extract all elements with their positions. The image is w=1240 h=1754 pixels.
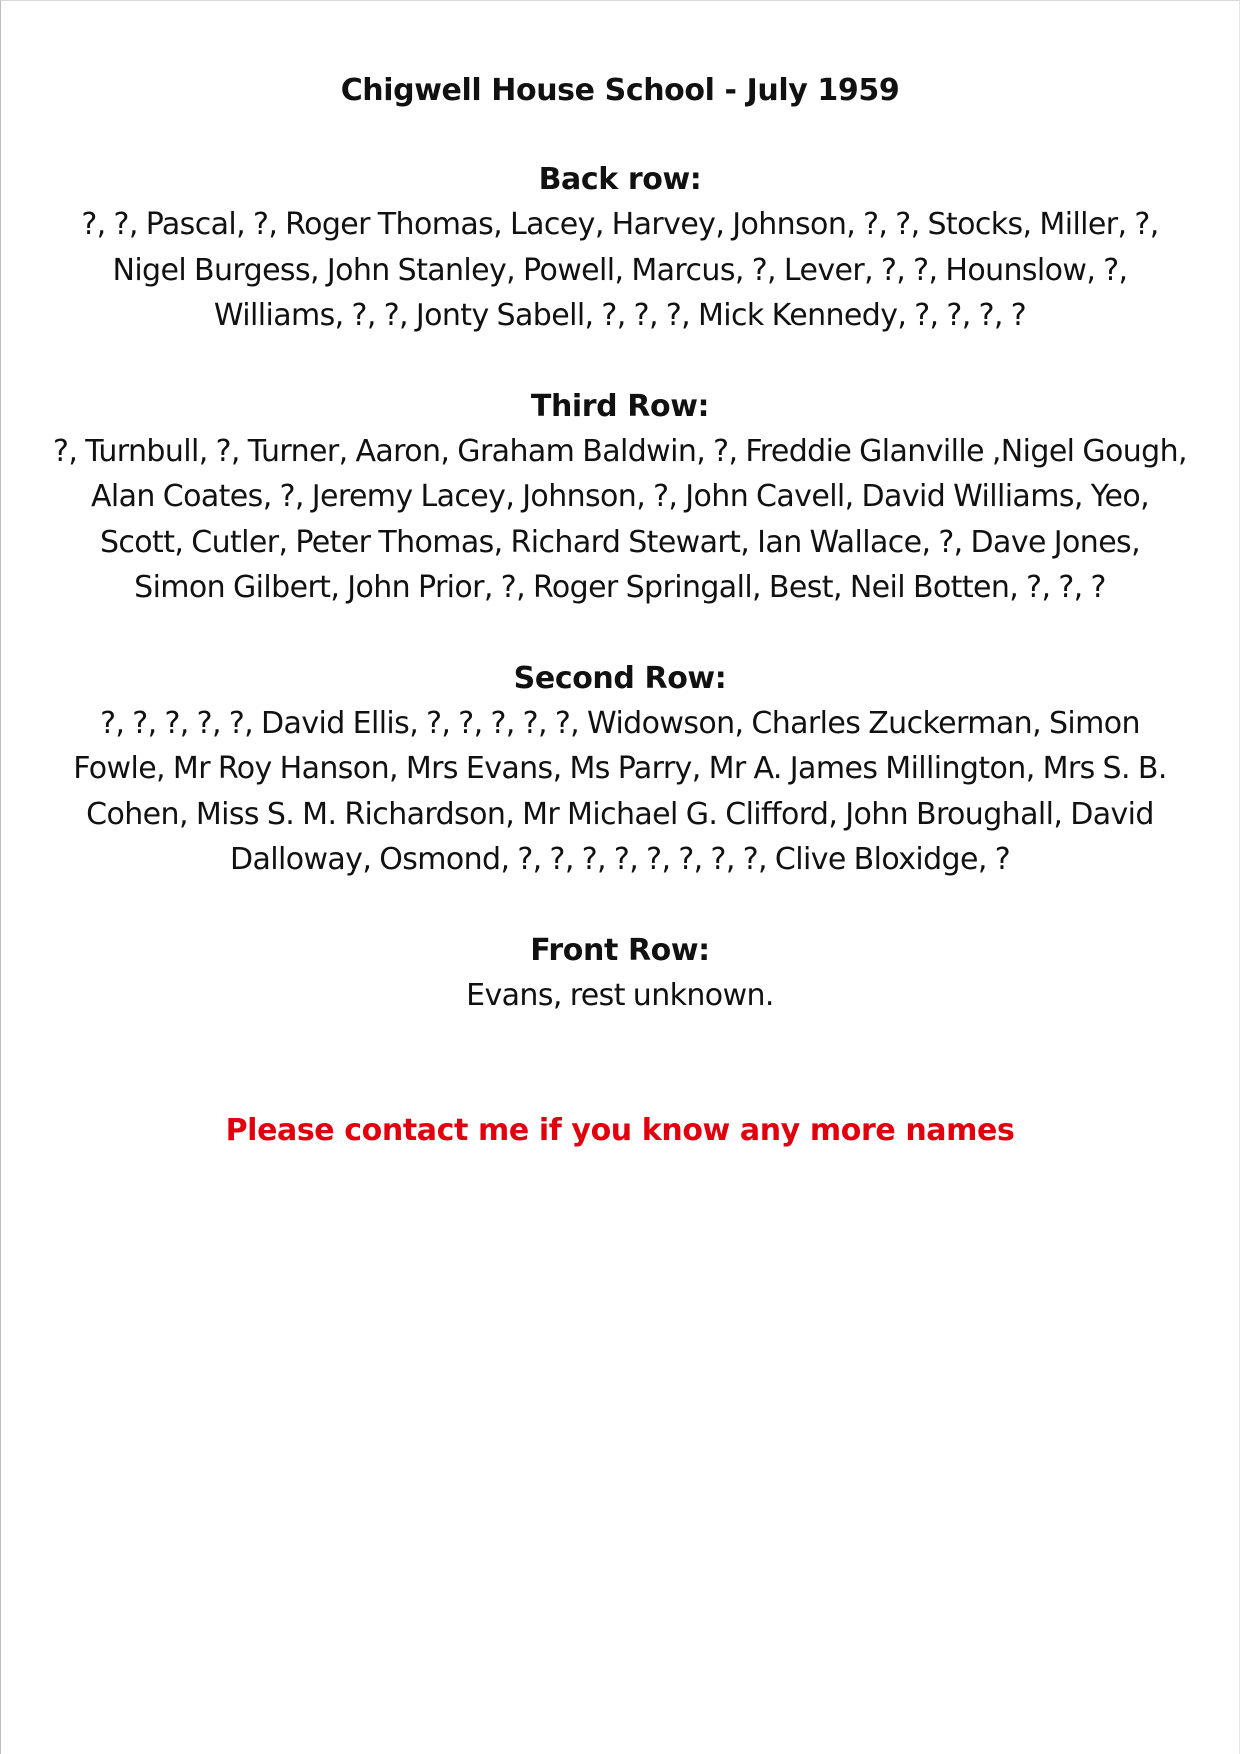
section-third-row — [51, 384, 1189, 611]
section-back-row — [51, 157, 1189, 339]
section-heading: Third Row: — [530, 388, 710, 424]
names-list: Evans, rest unknown. — [466, 977, 774, 1013]
names-list: ?, Turnbull, ?, Turner, Aaron, Graham Baldwin, ?, Freddie Glanville ,Nigel Gough, Alan Coates, ?, Jeremy Lacey, Johnson, ?, John Cavell, David Williams, Yeo, Scott, Cutler, Peter Thomas, Richard Stewart, Ian Wallace, ?, Dave Jones, Simon Gilbert, John Prior, ?, Roger Springall, Best, Neil Botten, ?, ?, ? — [53, 433, 1187, 605]
names-list: ?, ?, Pascal, ?, Roger Thomas, Lacey, Harvey, Johnson, ?, ?, Stocks, Miller, ?, Nigel Burgess, John Stanley, Powell, Marcus, ?, Lever, ?, ?, Hounslow, ?, Williams, ?, ?, Jonty Sabell, ?, ?, ?, Mick Kennedy, ?, ?, ?, ? — [81, 207, 1159, 333]
section-heading: Back row: — [538, 162, 702, 197]
document-content — [51, 69, 1189, 1153]
contact-notice: Please contact me if you know any more names — [225, 1113, 1015, 1148]
document-title: Chigwell House School - July 1959 — [340, 73, 900, 108]
section-front-row — [51, 928, 1189, 1019]
section-second-row — [51, 656, 1189, 883]
names-list: ?, ?, ?, ?, ?, David Ellis, ?, ?, ?, ?, ?, Widowson, Charles Zuckerman, Simon Fowle, Mr Roy Hanson, Mrs Evans, Ms Parry, Mr A. James Millington, Mrs S. B. Cohen, Miss S. M. Richardson, Mr Michael G. Clifford, John Broughall, David Dalloway, Osmond, ?, ?, ?, ?, ?, ?, ?, ?, Clive Bloxidge, ? — [73, 705, 1167, 877]
section-heading: Second Row: — [513, 660, 727, 696]
section-heading: Front Row: — [530, 932, 710, 968]
